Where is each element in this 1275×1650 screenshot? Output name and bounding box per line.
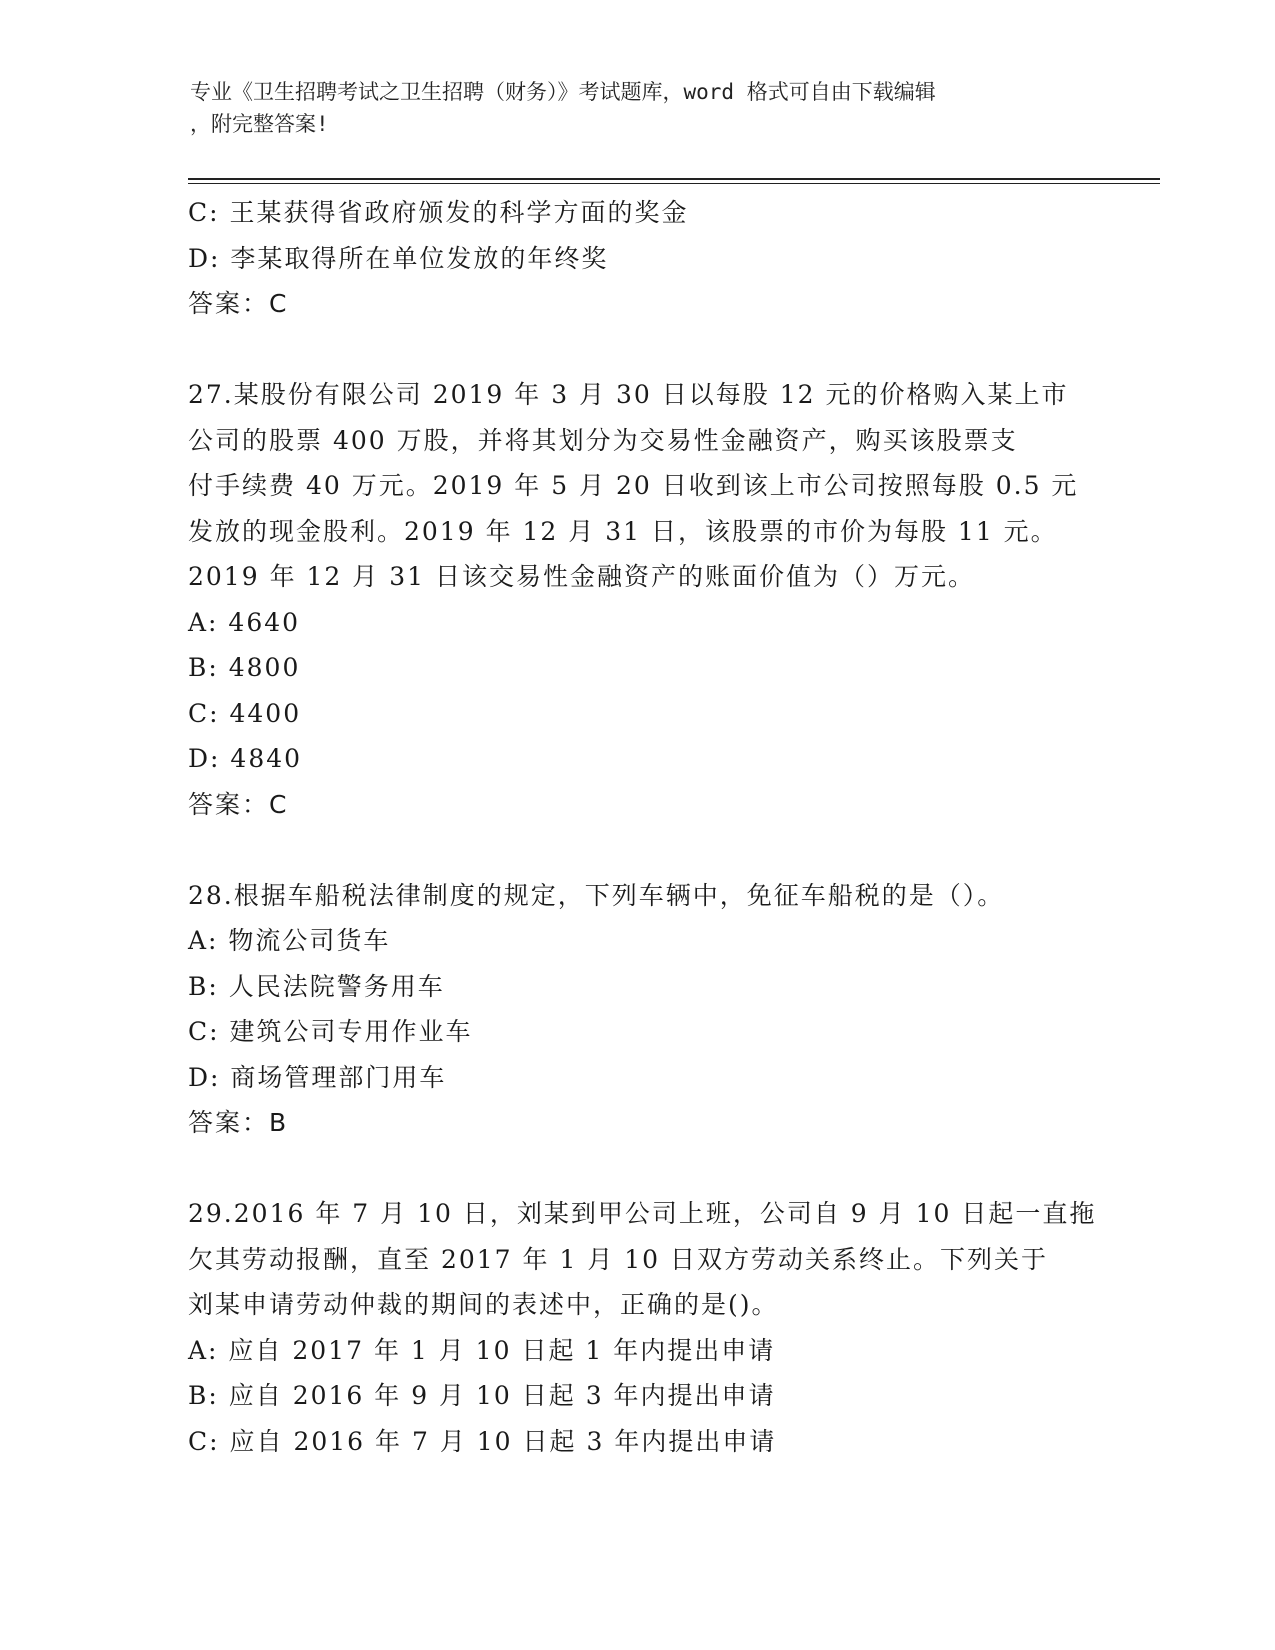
question-stem-line: 发放的现金股利。2019 年 12 月 31 日，该股票的市价为每股 11 元。 (188, 516, 1058, 546)
option-c: C: 建筑公司专用作业车 (188, 1017, 473, 1046)
spacer (188, 327, 1108, 373)
answer: 答案：B (188, 1108, 289, 1137)
header-divider-thin (188, 183, 1160, 184)
option-d: D: 商场管理部门用车 (188, 1062, 447, 1092)
option-a: A: 应自 2017 年 1 月 10 日起 1 年内提出申请 (188, 1335, 776, 1365)
header-divider-thick (188, 178, 1160, 180)
question-27 (188, 372, 1108, 827)
option-b: B: 人民法院警务用车 (188, 971, 445, 1001)
question-26 (188, 190, 1108, 327)
question-stem-line: 公司的股票 400 万股，并将其划分为交易性金融资产，购买该股票支 (188, 425, 1018, 455)
answer: 答案：C (188, 789, 289, 819)
spacer (188, 1146, 1108, 1192)
option-c: C: 4400 (188, 698, 302, 728)
question-stem-line: 刘某申请劳动仲裁的期间的表述中，正确的是()。 (188, 1290, 779, 1319)
option-d: D: 4840 (188, 744, 303, 773)
option-c: C: 王某获得省政府颁发的科学方面的奖金 (188, 198, 689, 227)
option-a: A: 4640 (188, 607, 301, 637)
question-stem-line: 欠其劳动报酬，直至 2017 年 1 月 10 日双方劳动关系终止。下列关于 (188, 1244, 1049, 1274)
question-stem-line: 27.某股份有限公司 2019 年 3 月 30 日以每股 12 元的价格购入某上市 (188, 380, 1069, 409)
option-b: B: 4800 (188, 653, 301, 682)
question-29 (188, 1191, 1108, 1464)
document-header (190, 76, 1090, 140)
question-stem-line: 2019 年 12 月 31 日该交易性金融资产的账面价值为（）万元。 (188, 562, 975, 591)
option-a: A: 物流公司货车 (188, 926, 391, 955)
answer: 答案：C (188, 289, 289, 318)
header-line-2: ，附完整答案! (190, 112, 329, 136)
question-list (188, 190, 1108, 1464)
spacer (188, 827, 1108, 873)
question-stem-line: 29.2016 年 7 月 10 日，刘某到甲公司上班，公司自 9 月 10 日起一直拖 (188, 1199, 1097, 1228)
option-b: B: 应自 2016 年 9 月 10 日起 3 年内提出申请 (188, 1381, 776, 1410)
question-stem-line: 付手续费 40 万元。2019 年 5 月 20 日收到该上市公司按照每股 0.5 元 (188, 471, 1079, 500)
question-stem-line: 28.根据车船税法律制度的规定，下列车辆中，免征车船税的是（）。 (188, 880, 1005, 910)
question-28 (188, 873, 1108, 1146)
option-c: C: 应自 2016 年 7 月 10 日起 3 年内提出申请 (188, 1426, 777, 1456)
header-line-1: 专业《卫生招聘考试之卫生招聘（财务）》考试题库，word 格式可自由下载编辑 (190, 80, 936, 104)
option-d: D: 李某取得所在单位发放的年终奖 (188, 243, 609, 273)
